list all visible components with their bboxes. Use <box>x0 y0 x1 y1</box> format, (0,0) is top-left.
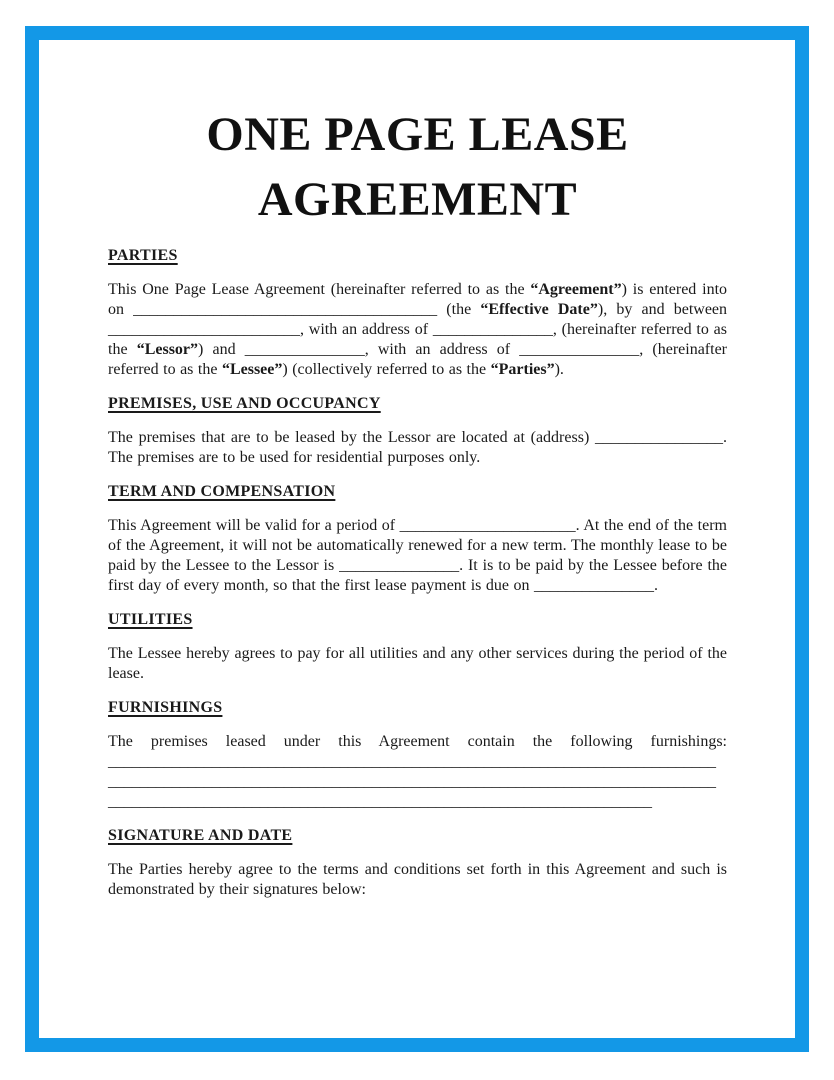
section-heading: PARTIES <box>108 247 178 264</box>
document-title-line-2: AGREEMENT <box>257 173 578 226</box>
blank-field: _______________ <box>519 341 640 358</box>
section-heading: PREMISES, USE AND OCCUPANCY <box>108 395 381 412</box>
blank-field: ______________________________________ <box>133 301 438 318</box>
defined-term: “Lessee” <box>221 361 283 378</box>
text-run: , with an address of <box>300 321 433 338</box>
text-run: . It is to be paid by the Lessee before the first day of every month, so that the first lease payment is due on <box>108 557 727 594</box>
paragraph <box>108 280 727 380</box>
section-heading: UTILITIES <box>108 611 193 628</box>
text-run: . At the end of the term of the Agreement, it will not be automatically renewed for a new term. The monthly lease to be paid by the Lessee to the Lessor is <box>108 517 727 574</box>
text-run: ) is entered into on <box>108 281 728 318</box>
blank-field: ______________________ <box>399 517 576 534</box>
text-run: The premises that are to be leased by the Lessor are located at (address) <box>108 429 595 446</box>
blank-field: ________________________ <box>108 321 300 338</box>
text-run: , (hereinafter referred to as the <box>108 341 728 378</box>
blank-field: _______________ <box>339 557 460 574</box>
section-heading: SIGNATURE AND DATE <box>108 827 293 844</box>
paragraph <box>108 644 727 684</box>
section-term-compensation <box>108 482 727 596</box>
blank-field: _______________ <box>432 321 553 338</box>
blank-field: ________________ <box>595 429 723 446</box>
text-run: , (hereinafter referred to as the <box>108 321 728 358</box>
text-run: . <box>654 577 659 594</box>
blank-field: ____________________________________________________________________ <box>108 793 652 810</box>
defined-term: “Effective Date” <box>480 301 598 318</box>
blank-field: ____________________________________________________________________________ <box>108 753 716 770</box>
text-run: . The premises are to be used for residential purposes only. <box>108 429 727 466</box>
text-run: The Parties hereby agree to the terms and conditions set forth in this Agreement and such is demonstrated by their signatures below: <box>108 861 727 898</box>
section-furnishings <box>108 698 727 812</box>
text-run: The premises leased under this Agreement contain the following furnishings: <box>108 733 727 750</box>
paragraph <box>108 732 727 812</box>
text-run: ) and <box>198 341 245 358</box>
paragraph <box>108 428 727 468</box>
defined-term: “Parties” <box>490 361 555 378</box>
text-run: This Agreement will be valid for a period of <box>108 517 400 534</box>
paragraph <box>108 516 727 596</box>
text-run: ) (collectively referred to as the <box>282 361 491 378</box>
document-content <box>108 40 727 900</box>
document-title <box>108 102 727 232</box>
section-heading: FURNISHINGS <box>108 699 223 716</box>
section-utilities <box>108 610 727 684</box>
text-run: (the <box>437 301 481 318</box>
text-run: ). <box>554 361 564 378</box>
text-run: The Lessee hereby agrees to pay for all utilities and any other services during the period of the lease. <box>108 645 727 682</box>
section-parties <box>108 246 727 380</box>
paragraph <box>108 860 727 900</box>
section-signature-date <box>108 826 727 900</box>
blank-field: _______________ <box>244 341 365 358</box>
section-premises-use-occupancy <box>108 394 727 468</box>
defined-term: “Lessor” <box>136 341 199 358</box>
text-run: , with an address of <box>364 341 520 358</box>
defined-term: “Agreement” <box>530 281 622 298</box>
text-run: This One Page Lease Agreement (hereinafter referred to as the <box>108 281 531 298</box>
section-heading: TERM AND COMPENSATION <box>108 483 336 500</box>
blank-field: _______________ <box>534 577 655 594</box>
text-run: ), by and between <box>597 301 728 318</box>
blank-field: ____________________________________________________________________________ <box>108 773 716 790</box>
document-title-line-1: ONE PAGE LEASE <box>206 108 629 161</box>
